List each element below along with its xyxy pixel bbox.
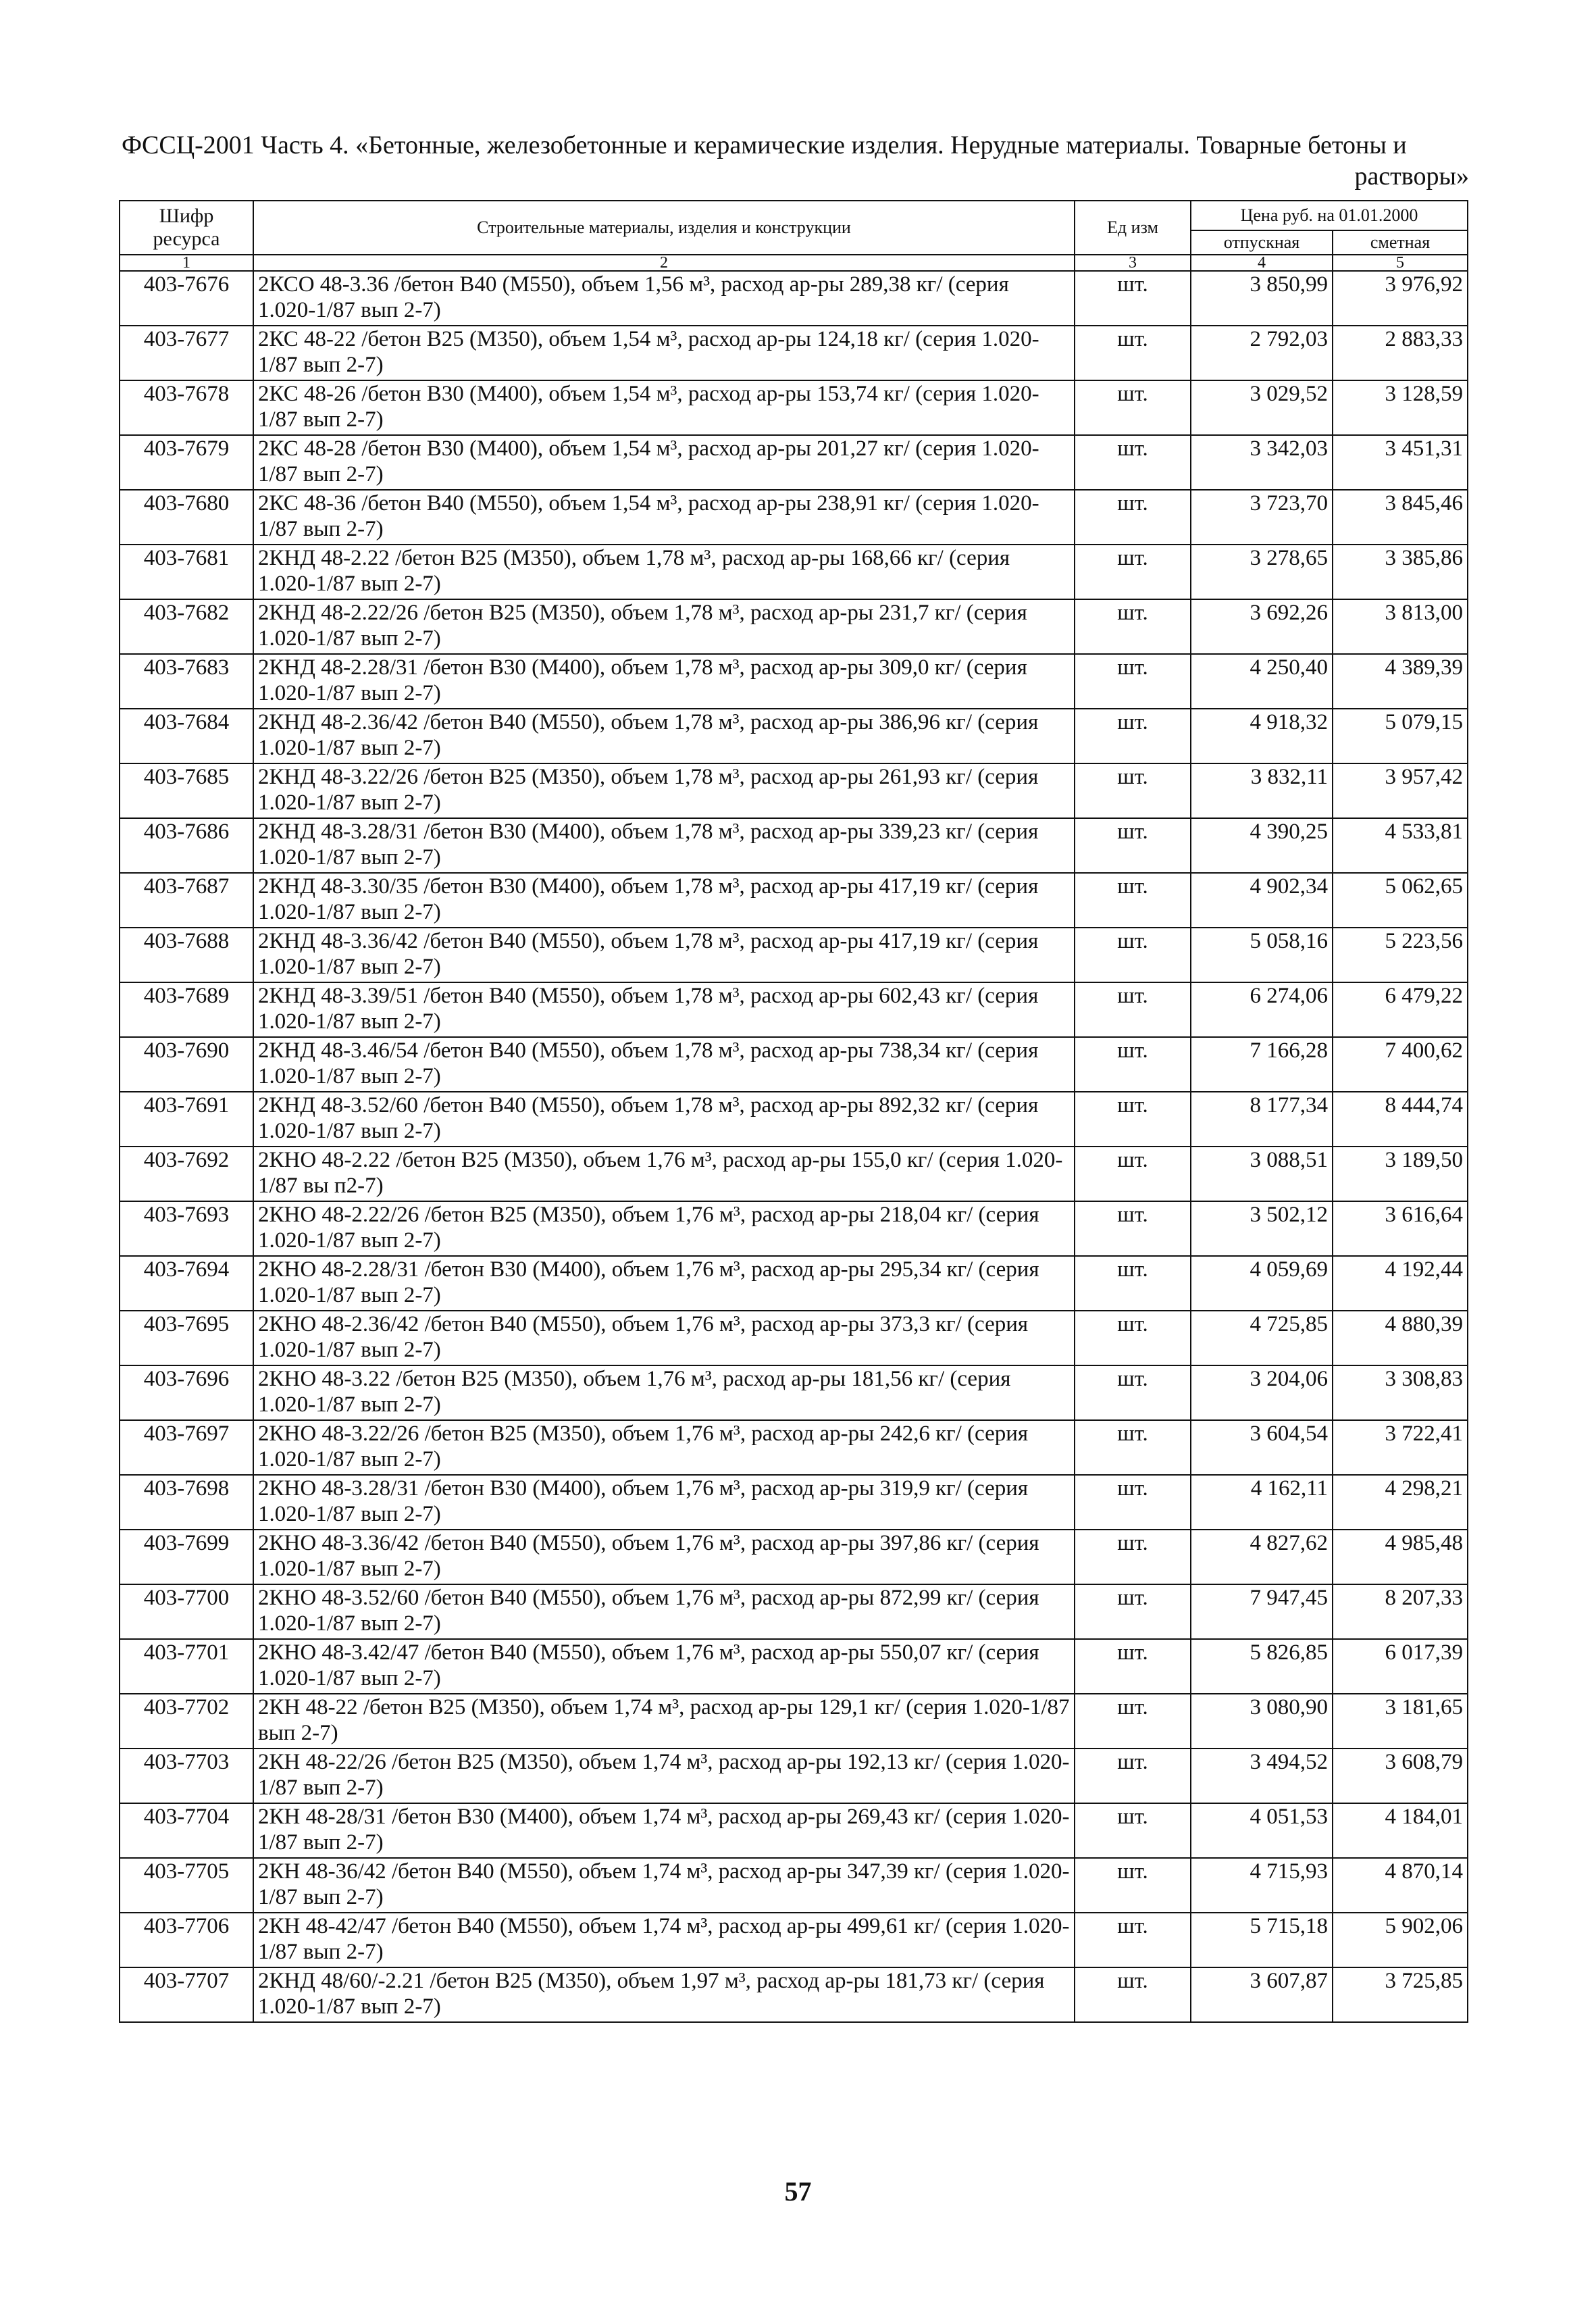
row-price-estimate: 3 957,42 [1333,763,1468,818]
table-row [120,1913,1468,1967]
row-unit: шт. [1075,1037,1191,1092]
row-description: 2КНД 48-2.22 /бетон В25 (М350), объем 1,78 м³, расход ар-ры 168,66 кг/ (серия 1.020-1/87 вып 2-7) [253,545,1075,599]
row-code: 403-7695 [120,1311,253,1365]
row-code: 403-7704 [120,1803,253,1858]
row-unit: шт. [1075,1311,1191,1365]
table-row [120,818,1468,873]
table-row [120,1311,1468,1365]
row-unit: шт. [1075,928,1191,982]
row-description: 2КСО 48-3.36 /бетон В40 (М550), объем 1,56 м³, расход ар-ры 289,38 кг/ (серия 1.020-1/87 вып 2-7) [253,271,1075,326]
row-unit: шт. [1075,490,1191,545]
row-description: 2КН 48-22/26 /бетон В25 (М350), объем 1,74 м³, расход ар-ры 192,13 кг/ (серия 1.020-1/87 вып 2-7) [253,1749,1075,1803]
table-row [120,1365,1468,1420]
table-row [120,1803,1468,1858]
row-price-estimate: 3 616,64 [1333,1201,1468,1256]
row-price-release: 3 029,52 [1191,380,1333,435]
header-title-line2: растворы» [1354,162,1469,191]
table-row [120,1147,1468,1201]
row-price-estimate: 5 223,56 [1333,928,1468,982]
row-description: 2КНД 48-3.30/35 /бетон В30 (М400), объем 1,78 м³, расход ар-ры 417,19 кг/ (серия 1.020-1/87 вып 2-7) [253,873,1075,928]
row-price-estimate: 3 845,46 [1333,490,1468,545]
row-description: 2КС 48-22 /бетон В25 (М350), объем 1,54 м³, расход ар-ры 124,18 кг/ (серия 1.020-1/87 вып 2-7) [253,326,1075,380]
row-code: 403-7706 [120,1913,253,1967]
row-price-release: 3 692,26 [1191,599,1333,654]
row-price-release: 5 058,16 [1191,928,1333,982]
row-description: 2КС 48-26 /бетон В30 (М400), объем 1,54 м³, расход ар-ры 153,74 кг/ (серия 1.020-1/87 вып 2-7) [253,380,1075,435]
row-code: 403-7681 [120,545,253,599]
row-price-estimate: 3 128,59 [1333,380,1468,435]
table-row [120,873,1468,928]
table-row [120,1694,1468,1749]
row-price-release: 3 342,03 [1191,435,1333,490]
header-name: Строительные материалы, изделия и конструкции [253,201,1075,255]
row-price-release: 4 051,53 [1191,1803,1333,1858]
row-price-release: 4 827,62 [1191,1530,1333,1584]
row-description: 2КНО 48-3.28/31 /бетон В30 (М400), объем 1,76 м³, расход ар-ры 319,9 кг/ (серия 1.020-1/87 вып 2-7) [253,1475,1075,1530]
row-price-estimate: 3 308,83 [1333,1365,1468,1420]
row-description: 2КНД 48-3.28/31 /бетон В30 (М400), объем 1,78 м³, расход ар-ры 339,23 кг/ (серия 1.020-1/87 вып 2-7) [253,818,1075,873]
price-table [119,200,1468,2023]
column-number: 1 [120,255,253,271]
row-description: 2КНД 48-3.46/54 /бетон В40 (М550), объем 1,78 м³, расход ар-ры 738,34 кг/ (серия 1.020-1/87 вып 2-7) [253,1037,1075,1092]
row-unit: шт. [1075,1530,1191,1584]
row-code: 403-7678 [120,380,253,435]
row-price-release: 8 177,34 [1191,1092,1333,1147]
column-number-row [120,255,1468,271]
row-price-release: 4 162,11 [1191,1475,1333,1530]
row-price-estimate: 8 444,74 [1333,1092,1468,1147]
row-unit: шт. [1075,982,1191,1037]
table-row [120,1530,1468,1584]
table-row [120,1584,1468,1639]
header-unit: Ед изм [1075,201,1191,255]
table-row [120,1475,1468,1530]
row-unit: шт. [1075,873,1191,928]
table-row [120,1256,1468,1311]
row-price-estimate: 5 062,65 [1333,873,1468,928]
row-unit: шт. [1075,1913,1191,1967]
row-price-release: 3 080,90 [1191,1694,1333,1749]
row-unit: шт. [1075,1803,1191,1858]
row-unit: шт. [1075,545,1191,599]
row-code: 403-7707 [120,1967,253,2022]
row-description: 2КНО 48-3.22 /бетон В25 (М350), объем 1,76 м³, расход ар-ры 181,56 кг/ (серия 1.020-1/87 вып 2-7) [253,1365,1075,1420]
row-code: 403-7703 [120,1749,253,1803]
row-price-estimate: 2 883,33 [1333,326,1468,380]
row-price-estimate: 3 813,00 [1333,599,1468,654]
row-unit: шт. [1075,1092,1191,1147]
column-number: 4 [1191,255,1333,271]
header-code: Шифр ресурса [120,201,253,255]
row-price-release: 3 278,65 [1191,545,1333,599]
row-code: 403-7683 [120,654,253,709]
row-code: 403-7689 [120,982,253,1037]
row-code: 403-7702 [120,1694,253,1749]
row-price-estimate: 6 479,22 [1333,982,1468,1037]
row-price-release: 7 166,28 [1191,1037,1333,1092]
table-row [120,599,1468,654]
column-number: 2 [253,255,1075,271]
row-price-estimate: 4 533,81 [1333,818,1468,873]
row-code: 403-7677 [120,326,253,380]
page-number: 57 [784,2176,812,2207]
row-description: 2КНО 48-3.52/60 /бетон В40 (М550), объем 1,76 м³, расход ар-ры 872,99 кг/ (серия 1.020-1/87 вып 2-7) [253,1584,1075,1639]
row-price-estimate: 3 976,92 [1333,271,1468,326]
row-code: 403-7686 [120,818,253,873]
row-code: 403-7691 [120,1092,253,1147]
row-price-release: 3 607,87 [1191,1967,1333,2022]
row-price-estimate: 4 985,48 [1333,1530,1468,1584]
row-description: 2КН 48-42/47 /бетон В40 (М550), объем 1,74 м³, расход ар-ры 499,61 кг/ (серия 1.020-1/87 вып 2-7) [253,1913,1075,1967]
table-row [120,654,1468,709]
row-code: 403-7693 [120,1201,253,1256]
row-price-estimate: 4 298,21 [1333,1475,1468,1530]
row-price-estimate: 4 389,39 [1333,654,1468,709]
table-row [120,982,1468,1037]
table-row [120,1639,1468,1694]
table-row [120,380,1468,435]
row-price-estimate: 3 385,86 [1333,545,1468,599]
row-description: 2КН 48-36/42 /бетон В40 (М550), объем 1,74 м³, расход ар-ры 347,39 кг/ (серия 1.020-1/87 вып 2-7) [253,1858,1075,1913]
row-unit: шт. [1075,1749,1191,1803]
row-price-estimate: 8 207,33 [1333,1584,1468,1639]
row-price-release: 5 715,18 [1191,1913,1333,1967]
table-row [120,435,1468,490]
row-code: 403-7694 [120,1256,253,1311]
row-code: 403-7687 [120,873,253,928]
row-price-estimate: 5 902,06 [1333,1913,1468,1967]
row-unit: шт. [1075,1420,1191,1475]
row-price-release: 4 715,93 [1191,1858,1333,1913]
row-code: 403-7698 [120,1475,253,1530]
header-price-estimate: сметная [1333,230,1468,255]
row-code: 403-7684 [120,709,253,763]
row-price-estimate: 4 880,39 [1333,1311,1468,1365]
row-price-estimate: 4 870,14 [1333,1858,1468,1913]
row-description: 2КНО 48-2.36/42 /бетон В40 (М550), объем 1,76 м³, расход ар-ры 373,3 кг/ (серия 1.020-1/87 вып 2-7) [253,1311,1075,1365]
row-price-estimate: 4 184,01 [1333,1803,1468,1858]
row-unit: шт. [1075,1584,1191,1639]
row-description: 2КНД 48-2.36/42 /бетон В40 (М550), объем 1,78 м³, расход ар-ры 386,96 кг/ (серия 1.020-1/87 вып 2-7) [253,709,1075,763]
row-description: 2КНО 48-2.22/26 /бетон В25 (М350), объем 1,76 м³, расход ар-ры 218,04 кг/ (серия 1.020-1/87 вып 2-7) [253,1201,1075,1256]
row-unit: шт. [1075,326,1191,380]
row-price-release: 3 502,12 [1191,1201,1333,1256]
header-price-release: отпускная [1191,230,1333,255]
row-unit: шт. [1075,271,1191,326]
row-code: 403-7679 [120,435,253,490]
row-unit: шт. [1075,1967,1191,2022]
row-unit: шт. [1075,435,1191,490]
row-price-release: 4 918,32 [1191,709,1333,763]
row-code: 403-7692 [120,1147,253,1201]
row-price-estimate: 6 017,39 [1333,1639,1468,1694]
page-header [122,130,1469,192]
row-price-estimate: 3 181,65 [1333,1694,1468,1749]
row-unit: шт. [1075,1475,1191,1530]
row-unit: шт. [1075,1201,1191,1256]
table-body [120,271,1468,2022]
row-code: 403-7705 [120,1858,253,1913]
row-code: 403-7688 [120,928,253,982]
row-code: 403-7680 [120,490,253,545]
table-row [120,1420,1468,1475]
column-number: 5 [1333,255,1468,271]
row-description: 2КНД 48-3.22/26 /бетон В25 (М350), объем 1,78 м³, расход ар-ры 261,93 кг/ (серия 1.020-1/87 вып 2-7) [253,763,1075,818]
table-row [120,1858,1468,1913]
header-title-line1: ФССЦ-2001 Часть 4. «Бетонные, железобетонные и керамические изделия. Нерудные материалы. Товарные бетоны и [122,131,1407,159]
row-description: 2КНО 48-3.36/42 /бетон В40 (М550), объем 1,76 м³, расход ар-ры 397,86 кг/ (серия 1.020-1/87 вып 2-7) [253,1530,1075,1584]
row-description: 2КН 48-28/31 /бетон В30 (М400), объем 1,74 м³, расход ар-ры 269,43 кг/ (серия 1.020-1/87 вып 2-7) [253,1803,1075,1858]
row-price-release: 2 792,03 [1191,326,1333,380]
row-price-release: 4 902,34 [1191,873,1333,928]
table-row [120,1967,1468,2022]
row-price-release: 3 850,99 [1191,271,1333,326]
table-row [120,1037,1468,1092]
row-unit: шт. [1075,1639,1191,1694]
row-price-release: 4 059,69 [1191,1256,1333,1311]
header-price-group: Цена руб. на 01.01.2000 [1191,201,1468,230]
row-unit: шт. [1075,1256,1191,1311]
row-price-release: 5 826,85 [1191,1639,1333,1694]
row-price-release: 3 088,51 [1191,1147,1333,1201]
table-row [120,490,1468,545]
row-description: 2КНД 48-2.28/31 /бетон В30 (М400), объем 1,78 м³, расход ар-ры 309,0 кг/ (серия 1.020-1/87 вып 2-7) [253,654,1075,709]
table-row [120,545,1468,599]
row-price-release: 3 204,06 [1191,1365,1333,1420]
row-price-estimate: 3 608,79 [1333,1749,1468,1803]
row-description: 2КНО 48-2.22 /бетон В25 (М350), объем 1,76 м³, расход ар-ры 155,0 кг/ (серия 1.020-1/87 вы п2-7) [253,1147,1075,1201]
row-unit: шт. [1075,818,1191,873]
column-number: 3 [1075,255,1191,271]
row-code: 403-7699 [120,1530,253,1584]
row-description: 2КНО 48-3.22/26 /бетон В25 (М350), объем 1,76 м³, расход ар-ры 242,6 кг/ (серия 1.020-1/87 вып 2-7) [253,1420,1075,1475]
row-description: 2КНД 48-3.52/60 /бетон В40 (М550), объем 1,78 м³, расход ар-ры 892,32 кг/ (серия 1.020-1/87 вып 2-7) [253,1092,1075,1147]
row-price-release: 3 723,70 [1191,490,1333,545]
row-unit: шт. [1075,1694,1191,1749]
row-unit: шт. [1075,380,1191,435]
row-price-release: 4 725,85 [1191,1311,1333,1365]
row-price-release: 3 832,11 [1191,763,1333,818]
row-price-release: 3 494,52 [1191,1749,1333,1803]
row-price-estimate: 3 722,41 [1333,1420,1468,1475]
row-price-release: 4 250,40 [1191,654,1333,709]
row-code: 403-7700 [120,1584,253,1639]
row-code: 403-7685 [120,763,253,818]
table-row [120,271,1468,326]
row-unit: шт. [1075,1147,1191,1201]
row-price-estimate: 5 079,15 [1333,709,1468,763]
table-row [120,1092,1468,1147]
row-unit: шт. [1075,654,1191,709]
row-description: 2КНД 48-3.36/42 /бетон В40 (М550), объем 1,78 м³, расход ар-ры 417,19 кг/ (серия 1.020-1/87 вып 2-7) [253,928,1075,982]
row-price-release: 6 274,06 [1191,982,1333,1037]
row-unit: шт. [1075,763,1191,818]
row-description: 2КНО 48-2.28/31 /бетон В30 (М400), объем 1,76 м³, расход ар-ры 295,34 кг/ (серия 1.020-1/87 вып 2-7) [253,1256,1075,1311]
row-price-estimate: 3 725,85 [1333,1967,1468,2022]
table-row [120,709,1468,763]
row-code: 403-7701 [120,1639,253,1694]
table-row [120,763,1468,818]
row-unit: шт. [1075,709,1191,763]
row-price-estimate: 3 189,50 [1333,1147,1468,1201]
table-row [120,1201,1468,1256]
row-description: 2КНД 48/60/-2.21 /бетон В25 (М350), объем 1,97 м³, расход ар-ры 181,73 кг/ (серия 1.020-1/87 вып 2-7) [253,1967,1075,2022]
row-price-release: 3 604,54 [1191,1420,1333,1475]
row-unit: шт. [1075,1365,1191,1420]
table-row [120,326,1468,380]
row-code: 403-7697 [120,1420,253,1475]
row-unit: шт. [1075,599,1191,654]
table-row [120,1749,1468,1803]
table-row [120,928,1468,982]
row-description: 2КНД 48-3.39/51 /бетон В40 (М550), объем 1,78 м³, расход ар-ры 602,43 кг/ (серия 1.020-1/87 вып 2-7) [253,982,1075,1037]
row-description: 2КНО 48-3.42/47 /бетон В40 (М550), объем 1,76 м³, расход ар-ры 550,07 кг/ (серия 1.020-1/87 вып 2-7) [253,1639,1075,1694]
row-description: 2КС 48-36 /бетон В40 (М550), объем 1,54 м³, расход ар-ры 238,91 кг/ (серия 1.020-1/87 вып 2-7) [253,490,1075,545]
row-price-estimate: 7 400,62 [1333,1037,1468,1092]
row-description: 2КС 48-28 /бетон В30 (М400), объем 1,54 м³, расход ар-ры 201,27 кг/ (серия 1.020-1/87 вып 2-7) [253,435,1075,490]
row-code: 403-7676 [120,271,253,326]
row-code: 403-7696 [120,1365,253,1420]
row-price-estimate: 3 451,31 [1333,435,1468,490]
row-description: 2КН 48-22 /бетон В25 (М350), объем 1,74 м³, расход ар-ры 129,1 кг/ (серия 1.020-1/87 вып 2-7) [253,1694,1075,1749]
row-code: 403-7682 [120,599,253,654]
row-price-release: 4 390,25 [1191,818,1333,873]
row-unit: шт. [1075,1858,1191,1913]
row-code: 403-7690 [120,1037,253,1092]
row-price-release: 7 947,45 [1191,1584,1333,1639]
row-price-estimate: 4 192,44 [1333,1256,1468,1311]
table-header [120,201,1468,271]
row-description: 2КНД 48-2.22/26 /бетон В25 (М350), объем 1,78 м³, расход ар-ры 231,7 кг/ (серия 1.020-1/87 вып 2-7) [253,599,1075,654]
